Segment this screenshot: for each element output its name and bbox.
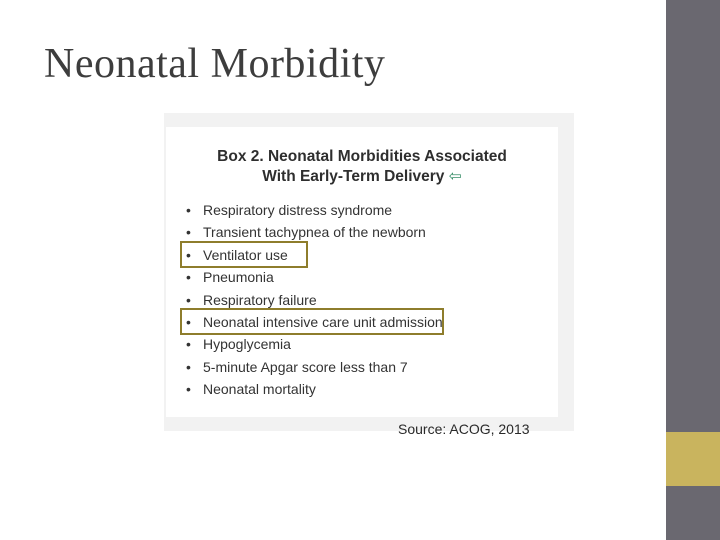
bullet-icon: •	[186, 358, 191, 375]
sidebar-decoration	[666, 0, 720, 432]
list-item-label: Neonatal mortality	[203, 381, 316, 398]
list-item	[186, 266, 443, 288]
sidebar-accent-block	[666, 432, 720, 486]
bullet-icon: •	[186, 313, 191, 330]
list-item	[186, 333, 443, 355]
bullet-icon: •	[186, 202, 191, 218]
list-item-label: 5-minute Apgar score less than 7	[203, 358, 408, 375]
morbidity-list	[186, 199, 443, 401]
bullet-icon: •	[186, 336, 191, 353]
list-item-label: Pneumonia	[203, 269, 274, 286]
bullet-icon: •	[186, 381, 191, 398]
list-item-label: Neonatal intensive care unit admission	[203, 313, 443, 330]
list-item-label: Respiratory failure	[203, 291, 317, 308]
bullet-icon: •	[186, 269, 191, 286]
list-item-label: Transient tachypnea of the newborn	[203, 224, 426, 241]
box-heading	[166, 147, 558, 187]
list-item	[186, 378, 443, 400]
highlight-box-nicu-admission	[180, 308, 444, 335]
list-item-label: Ventilator use	[203, 246, 288, 263]
list-item-label: Hypoglycemia	[203, 336, 291, 353]
source-caption: Source: ACOG, 2013	[398, 421, 530, 437]
slide-title: Neonatal Morbidity	[44, 41, 386, 87]
left-arrow-icon: ⇦	[448, 168, 462, 185]
box-heading-line2	[166, 167, 558, 187]
highlight-box-ventilator-use	[180, 241, 308, 268]
list-item	[186, 199, 443, 221]
bullet-icon: •	[186, 246, 191, 263]
box-heading-line1: Box 2. Neonatal Morbidities Associated	[217, 148, 507, 165]
bullet-icon: •	[186, 224, 191, 241]
box-heading-line2-text: With Early-Term Delivery	[262, 168, 445, 185]
sidebar-decoration-bottom	[666, 486, 720, 540]
bullet-icon: •	[186, 291, 191, 308]
list-item	[186, 356, 443, 378]
list-item-label: Respiratory distress syndrome	[203, 202, 393, 218]
